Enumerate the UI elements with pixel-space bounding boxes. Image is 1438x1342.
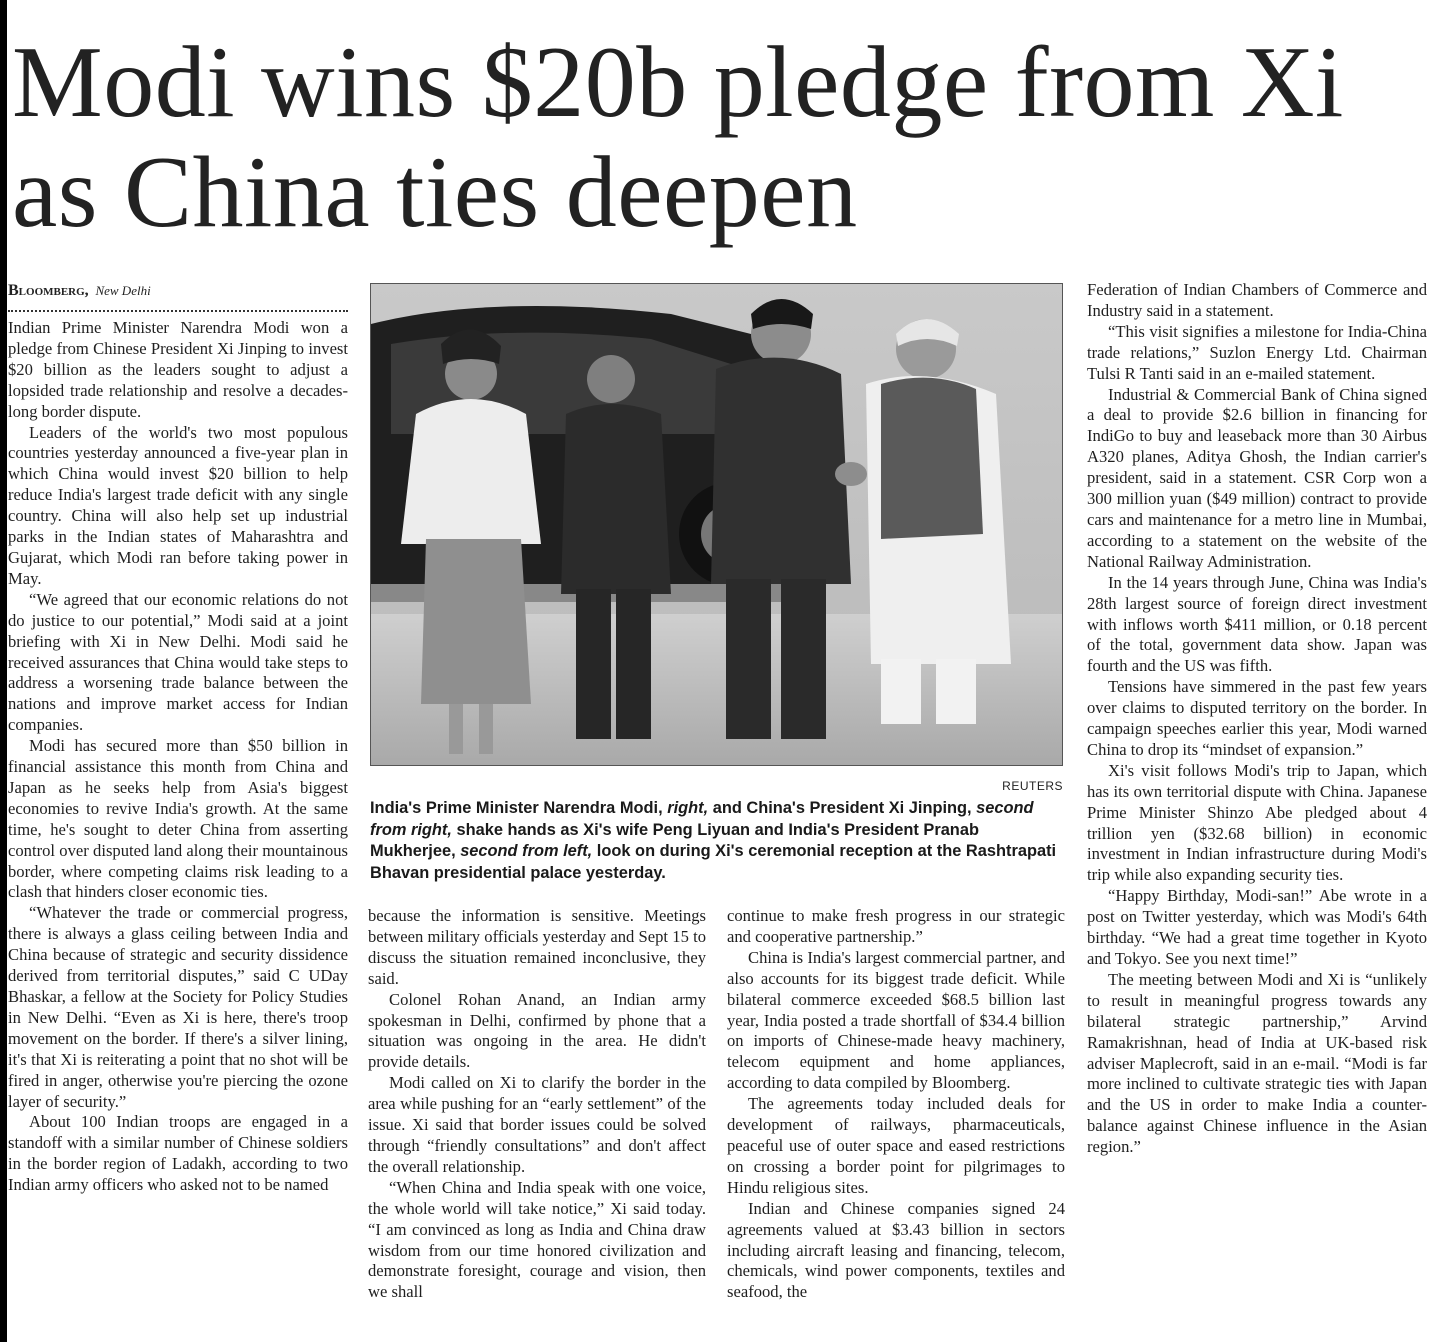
article-paragraph: “Happy Birthday, Modi-san!” Abe wrote in a post on Twitter yesterday, which was Modi's 64th birthday. “We had a great time together in Kyoto and Tokyo. See you next time!”: [1087, 886, 1427, 968]
headline: Modi wins $20b pledge from Xi as China ties deepen: [12, 26, 1344, 249]
article-paragraph: Colonel Rohan Anand, an Indian army spokesman in Delhi, confirmed by phone that a situation was ongoing in the area. He didn't provide details.: [368, 989, 706, 1072]
article-column-4: [1087, 280, 1427, 1158]
photo-caption: [370, 798, 1063, 884]
article-paragraph: Modi called on Xi to clarify the border in the area while pushing for an “early settlement” of the issue. Xi said that border issues could be solved through “friendly consultations” and don't affect the overall relationship.: [368, 1073, 706, 1176]
article-paragraph: About 100 Indian troops are engaged in a standoff with a similar number of Chinese soldiers in the border region of Ladakh, according to two Indian army officers who asked not to be named: [8, 1112, 348, 1195]
caption-run: and China's President Xi Jinping,: [708, 799, 977, 817]
article-paragraph: Tensions have simmered in the past few years over claims to disputed territory on the border. In campaign speeches earlier this year, Modi warned China to drop its “mindset of expansion.”: [1087, 677, 1427, 759]
article-paragraph: Indian and Chinese companies signed 24 agreements valued at $3.43 billion in sectors including aircraft leasing and financing, telecom, chemicals, wind power components, textiles and seafood, the: [727, 1198, 1065, 1302]
caption-run: second from right,: [370, 799, 1034, 839]
article-paragraph: The meeting between Modi and Xi is “unlikely to result in meaningful progress towards any bilateral strategic partnership,” Arvind Ramakrishnan, head of India at UK-based risk adviser Maplecroft, said in an e-mail. “Modi is far more inclined to cultivate strategic ties with Japan and the US in order to make India a counter-balance against Chinese influence in the Asian region.”: [1087, 969, 1427, 1157]
article-paragraph: Leaders of the world's two most populous countries yesterday announced a five-year plan in which China would invest $20 billion to help reduce India's largest trade deficit with any single country. China will also help set up industrial parks in the Indian states of Maharashtra and Gujarat, which Modi ran before taking power in May.: [8, 422, 348, 588]
article-paragraph: “This visit signifies a milestone for India-China trade relations,” Suzlon Energy Ltd. Chairman Tulsi R Tanti said in an e-mailed statement.: [1087, 321, 1427, 383]
news-photo: [370, 283, 1063, 766]
byline: [8, 282, 348, 300]
article-paragraph: Indian Prime Minister Narendra Modi won a pledge from Chinese President Xi Jinping to invest $20 billion as the leaders sought to adjust a lopsided trade relationship and resolve a decades-long border dispute.: [8, 318, 348, 421]
page-edge-bar: [0, 0, 7, 1342]
caption-run: right,: [667, 799, 709, 817]
article-column-2: [368, 906, 706, 1303]
article-paragraph: because the information is sensitive. Meetings between military officials yesterday and Sept 15 to discuss the situation remained inconclusive, they said.: [368, 906, 706, 988]
article-paragraph: In the 14 years through June, China was India's 28th largest source of foreign direct investment with inflows worth $411 million, or 0.18 percent of the total, government data show. Japan was fourth and the US was fifth.: [1087, 572, 1427, 676]
caption-run: India's Prime Minister Narendra Modi,: [370, 799, 668, 817]
byline-source: Bloomberg,: [8, 282, 89, 299]
article-paragraph: “We agreed that our economic relations do not do justice to our potential,” Modi said at a joint briefing with Xi in New Delhi. Modi said he received assurances that China would take steps to address a worsening trade balance between the nations and improve market access for Indian companies.: [8, 589, 348, 735]
photo-illustration: [371, 284, 1062, 765]
caption-run: shake hands as Xi's wife Peng Liyuan and India's President Pranab Mukherjee,: [370, 820, 979, 861]
article-paragraph: Federation of Indian Chambers of Commerce and Industry said in a statement.: [1087, 280, 1427, 320]
byline-divider: [8, 310, 348, 312]
article-paragraph: Industrial & Commercial Bank of China signed a deal to provide $2.6 billion in financing for IndiGo to buy and leaseback more than 30 Airbus A320 planes, Aditya Ghosh, the Indian carrier's president, said in a statement. CSR Corp won a 300 million yuan ($49 million) contract to provide cars and maintenance for a metro line in Mumbai, according to a statement on the website of the National Railway Administration.: [1087, 384, 1427, 571]
article-paragraph: China is India's largest commercial partner, and also accounts for its biggest trade deficit. While bilateral commerce exceeded $68.5 billion last year, India posted a trade shortfall of $34.4 billion on imports of Chinese-made heavy machinery, telecom equipment and home appliances, according to data compiled by Bloomberg.: [727, 947, 1065, 1093]
article-paragraph: “Whatever the trade or commercial progress, there is always a glass ceiling between India and China because of strategic and security dissidence derived from territorial disputes,” said C UDay Bhaskar, a fellow at the Society for Policy Studies in New Delhi. “Even as Xi is here, there's troop movement on the border. If there's a silver lining, it's that Xi is reiterating a point that no shot will be fired in anger, otherwise you're piercing the ozone layer of security.”: [8, 903, 348, 1111]
article-paragraph: “When China and India speak with one voice, the whole world will take notice,” Xi said today. “I am convinced as long as India and China draw wisdom from our time honored civilization and demonstrate foresight, courage and vision, then we shall: [368, 1177, 706, 1302]
article-paragraph: continue to make fresh progress in our strategic and cooperative partnership.”: [727, 906, 1065, 946]
caption-run: second from left,: [460, 842, 593, 861]
article-paragraph: The agreements today included deals for development of railways, pharmaceuticals, peaceful use of outer space and eased restrictions on crossing a border point for pilgrimages to Hindu religious sites.: [727, 1094, 1065, 1197]
article-column-1: [8, 318, 348, 1196]
article-paragraph: Xi's visit follows Modi's trip to Japan, which has its own territorial dispute with China. Japanese Prime Minister Shinzo Abe pledged about 4 trillion yen ($32.68 billion) in economic investment in Indian infrastructure during Modi's trip while also expanding security ties.: [1087, 760, 1427, 885]
byline-place: New Delhi: [95, 283, 151, 298]
photo-credit: REUTERS: [1002, 779, 1063, 793]
caption-run: look on during Xi's ceremonial reception at the Rashtrapati Bhavan presidential palace yesterday.: [370, 842, 1057, 882]
article-paragraph: Modi has secured more than $50 billion in financial assistance this month from China and Japan as he seeks help from Asia's biggest economies to revive India's growth. At the same time, he's sought to deter China from asserting control over disputed land along their mountainous border, where competing claims risk leading to a clash that hinders closer economic ties.: [8, 736, 348, 902]
article-column-3: [727, 906, 1065, 1303]
